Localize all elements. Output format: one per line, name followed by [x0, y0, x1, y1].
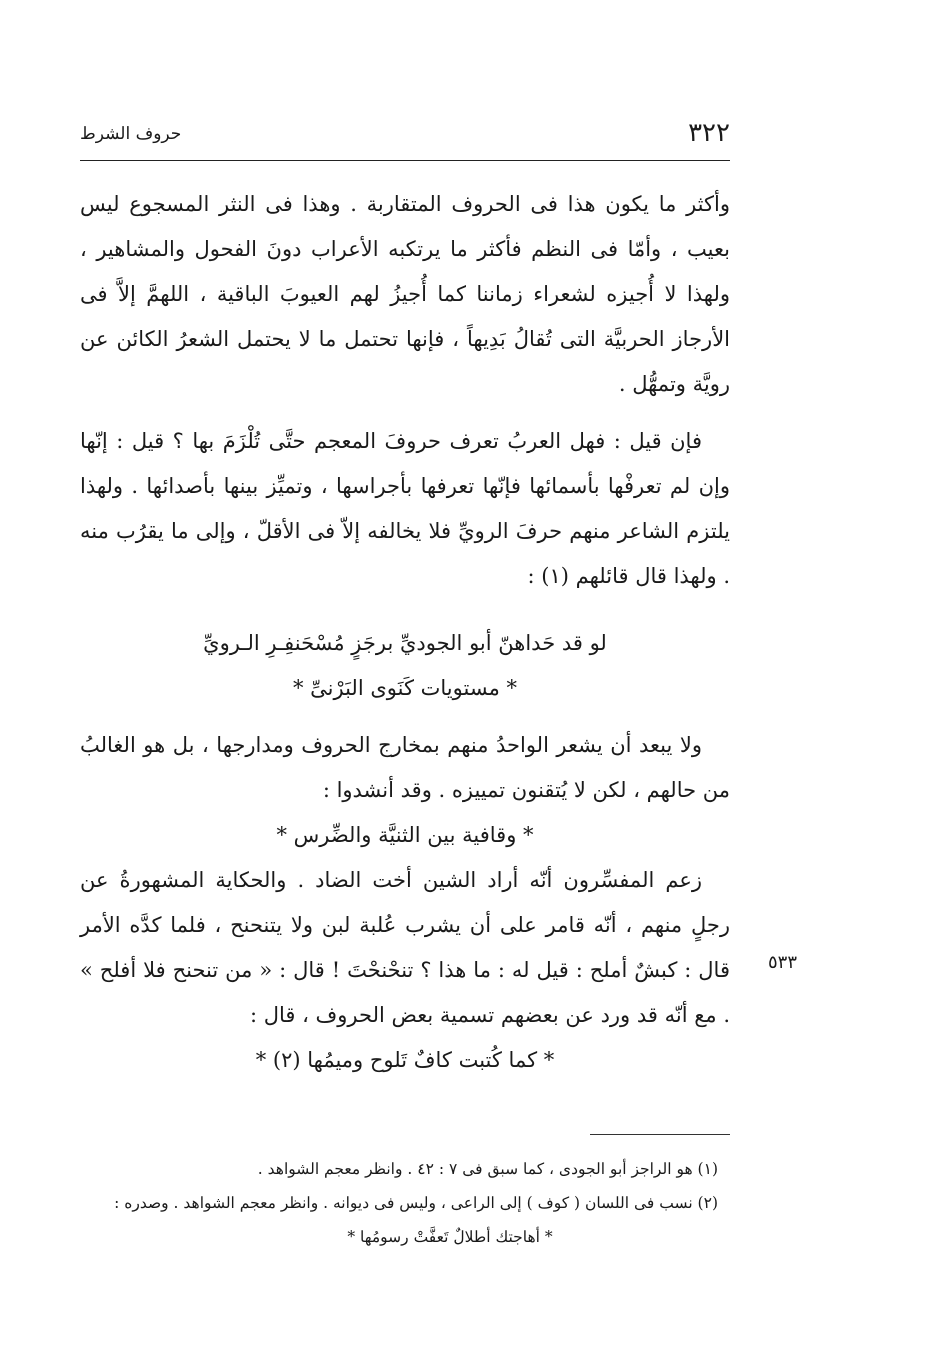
paragraph-3: ولا يبعد أن يشعر الواحدُ منهم بمخارج الحروف ومدارجها ، بل هو الغالبُ من حالهم ، لكن لا يُتقنون تمييزه . وقد أنشدوا :	[80, 733, 730, 802]
header-rule	[80, 160, 730, 161]
footnotes	[80, 1152, 730, 1254]
main-text	[80, 182, 730, 1083]
paragraph-1: وأكثر ما يكون هذا فى الحروف المتقاربة . وهذا فى النثر المسجوع ليس بعيب ، وأمّا فى النظم فأكثر ما يرتكبه الأعراب دونَ الفحول والمشاهير ، ولهذا لا أُجيزه لشعراء زماننا كما أُجيزُ لهم العيوبَ الباقية ، اللهمَّ إلاَّ فى الأرجاز الحربيَّة التى تُقالُ بَدِيهاً ، فإنها تحتمل ما لا يحتمل الشعرُ الكائن عن رويَّة وتمهُّل .	[80, 192, 730, 396]
verse-3: * كما كُتبت كافٌ تَلوح وميمُها (٢) *	[255, 1048, 555, 1072]
margin-page-number: ٥٣٣	[768, 952, 798, 973]
paragraph-4: زعم المفسِّرون أنّه أراد الشين أخت الضاد . والحكاية المشهورةُ عن رجلٍ منهم ، أنّه قامر على أن يشرب عُلبة لبن ولا يتنحنح ، فلما كدَّه الأمر قال : كبشٌ أملح : قيل له : ما هذا ؟ تنحْنحْتَ ! قال : « من تنحنح فلا أفلح » . مع أنّه قد ورد عن بعضهم تسمية بعض الحروف ، قال :	[80, 868, 730, 1027]
footnote-rule	[590, 1134, 730, 1135]
verse-1-line-2: * مستويات كَنَوى البَرْنىِّ *	[292, 676, 517, 700]
paragraph-2: فإن قيل : فهل العربُ تعرف حروفَ المعجم حتَّى تُلْزَمَ بها ؟ قيل : إنّها وإن لم تعرفْها بأسمائها فإنّها تعرفها بأجراسها ، وتميِّز بينها بأصدائها . ولهذا يلتزم الشاعر منهم حرفَ الرويِّ فلا يخالفه إلاّ فى الأقلّ ، وإلى ما يقرُب منه . ولهذا قال قائلهم (١) :	[80, 429, 730, 588]
footnote-1: (١) هو الراجز أبو الجودى ، كما سبق فى ٧ : ٤٢ . وانظر معجم الشواهد .	[257, 1160, 718, 1178]
page-number: ٣٢٢	[688, 118, 730, 148]
running-title: حروف الشرط	[80, 124, 182, 144]
footnote-2-verse: * أهاجتك أطلالٌ تَعفَّتْ رسومُها *	[347, 1228, 553, 1246]
verse-2: * وقافية بين الثنيَّة والضِّرس *	[276, 823, 534, 847]
footnote-2: (٢) نسب فى اللسان ( كوف ) إلى الراعى ، وليس فى ديوانه . وانظر معجم الشواهد . وصدره :	[114, 1194, 718, 1212]
verse-1-line-1: لو قد حَداهنّ أبو الجوديِّ برجَزٍ مُسْحَنفِـرِ الـرويِّ	[203, 631, 607, 655]
page-header	[80, 110, 730, 158]
